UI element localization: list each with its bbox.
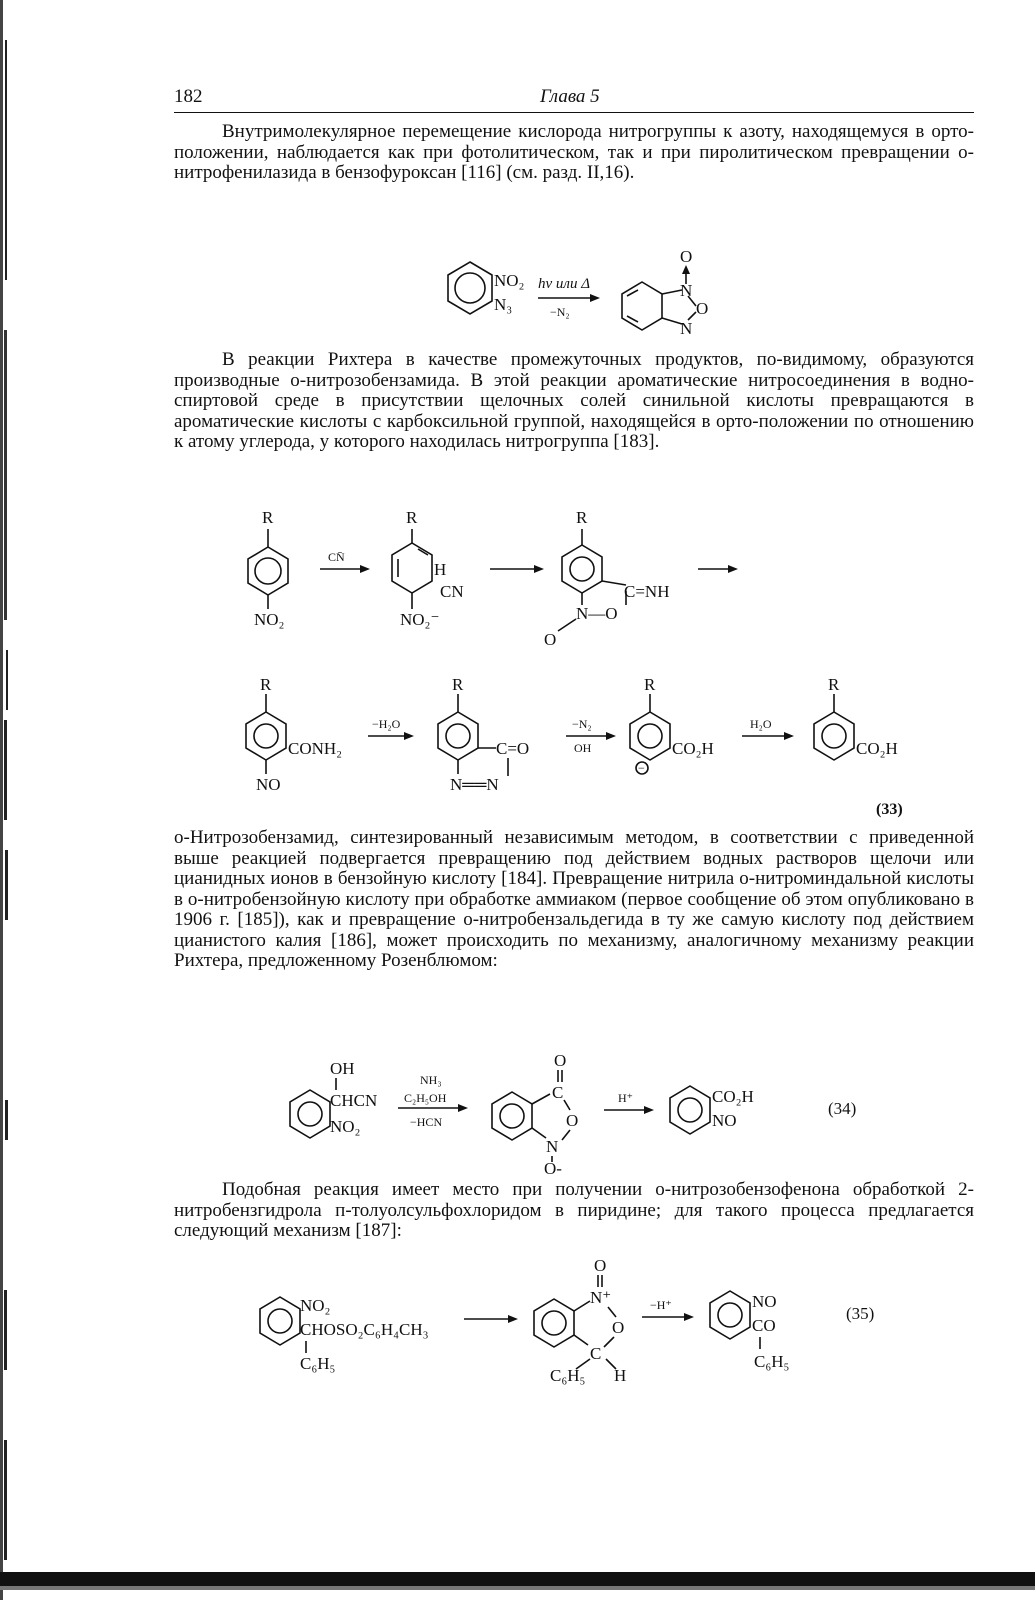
hydroxyl-label: OH bbox=[330, 1059, 355, 1078]
ring-oxygen: O bbox=[696, 299, 709, 318]
hydroxide-label: OH bbox=[574, 741, 592, 755]
ring-benzoic-acid bbox=[814, 712, 854, 760]
n-o-bridge: N—O bbox=[576, 604, 618, 623]
n-oxide-oxygen: O bbox=[680, 248, 693, 266]
ring-cyanohydrin bbox=[290, 1090, 330, 1138]
paragraph-1-text: Внутримолекулярное перемещение кислорода нитрогруппы к азоту, находящемуся в орто-положении, наблюдается как при фотолитическом, так и при пиролитическом превращении о-нитрофенилазида в бензофуроксан [116] (см. разд. II,16). bbox=[174, 121, 974, 183]
n-oxide-oxygen-2: O bbox=[594, 1256, 607, 1275]
carboxamide: CONH₂ bbox=[288, 739, 343, 758]
benzene-ring bbox=[448, 262, 492, 314]
ring-1 bbox=[248, 547, 288, 595]
hydrogen-label-2: H bbox=[614, 1366, 627, 1385]
cyanide-reagent: CN̄ bbox=[328, 550, 345, 564]
lactone-oxygen: O bbox=[554, 1051, 567, 1070]
r-substituent-4: R bbox=[260, 675, 272, 694]
azo-bridge: N══N bbox=[450, 775, 499, 794]
tosylate-chain: CHOSO₂C₆H₄CH₃ bbox=[300, 1320, 429, 1339]
ring-nitrosobenzoic bbox=[670, 1086, 710, 1134]
paragraph-4-text: Подобная реакция имеет место при получении о-нитрозобензофенона обработкой 2-нитробензгидрола п-толуолсульфохлоридом в пиридине; для такого процесса предлагается следующий механизм [187]: bbox=[174, 1179, 974, 1241]
dehydration-label: −H₂O bbox=[372, 717, 401, 731]
minus-n2-label: −N₂ bbox=[572, 717, 592, 731]
phenyl-3: C₆H₅ bbox=[754, 1352, 790, 1371]
ring-nitrogen-1: N bbox=[680, 281, 693, 300]
nitro-label: NO₂ bbox=[494, 271, 525, 290]
carboxyl-1: CO₂H bbox=[672, 739, 714, 758]
page-header bbox=[174, 86, 974, 110]
paragraph-4 bbox=[174, 1180, 974, 1242]
phenyl-1: C₆H₅ bbox=[300, 1354, 336, 1373]
condition-minus-n2: −N₂ bbox=[550, 305, 570, 319]
r-substituent-6: R bbox=[644, 675, 656, 694]
imino-carbon: C=NH bbox=[624, 582, 670, 601]
carbon-label-2: C bbox=[590, 1344, 602, 1363]
carboxyl-2: CO₂H bbox=[856, 739, 898, 758]
scheme-3 bbox=[232, 672, 912, 822]
carbon-label-1: C bbox=[552, 1083, 564, 1102]
nitroso-2: NO bbox=[712, 1111, 737, 1130]
ring-nitrogen-2: N bbox=[680, 319, 693, 338]
cyanohydrin-label: CHCN bbox=[330, 1091, 378, 1110]
ring-nitrobenzhydrol bbox=[260, 1297, 300, 1345]
carbanion-minus: − bbox=[638, 761, 645, 775]
equation-number-33: (33) bbox=[876, 801, 903, 818]
scheme-1 bbox=[430, 248, 730, 344]
equation-number-35: (35) bbox=[846, 1304, 875, 1323]
r-substituent-7: R bbox=[828, 675, 840, 694]
ring-aryl-anion bbox=[630, 712, 670, 760]
page-number: 182 bbox=[174, 86, 203, 107]
cyano-label: CN bbox=[440, 582, 464, 601]
scheme-5 bbox=[250, 1255, 900, 1385]
ammonia-reagent: NH₃ bbox=[420, 1073, 442, 1087]
nitro-1: NO₂ bbox=[254, 610, 285, 629]
r-substituent-1: R bbox=[262, 508, 274, 527]
nitroso-3: NO bbox=[752, 1292, 777, 1311]
carboxyl-3: CO₂H bbox=[712, 1087, 754, 1106]
condition-light-heat: hν или Δ bbox=[538, 276, 591, 292]
nitro-anion: NO₂⁻ bbox=[400, 610, 440, 629]
chapter-title: Глава 5 bbox=[540, 86, 600, 107]
ring-indazolone bbox=[438, 712, 478, 760]
scan-edge-left bbox=[0, 0, 16, 1600]
paragraph-1 bbox=[174, 122, 974, 184]
ring-nitrosobenzophenone bbox=[710, 1291, 750, 1339]
equation-number-34: (34) bbox=[828, 1099, 857, 1118]
scheme-2 bbox=[240, 505, 760, 650]
proton-label: H⁺ bbox=[618, 1091, 633, 1105]
nitrogen-label: N bbox=[546, 1137, 559, 1156]
keto-group: CO bbox=[752, 1316, 776, 1335]
ring-benzisoxazolium bbox=[534, 1299, 574, 1347]
r-substituent-3: R bbox=[576, 508, 588, 527]
ring-nitrosobenzamide bbox=[246, 712, 286, 760]
phenyl-2: C₆H₅ bbox=[550, 1366, 586, 1385]
ethanol-reagent: C₂H₅OH bbox=[404, 1091, 447, 1105]
paragraph-2 bbox=[174, 350, 974, 453]
scheme-4 bbox=[280, 1050, 900, 1175]
paragraph-3-text: о-Нитрозобензамид, синтезированный независимым методом, в соответствии с приведенной выше реакцией подвергается превращению под действием водных растворов щелочи или цианидных ионов в бензойную кислоту [184]. Превращение нитрила о-нитроминдальной кислоты в о-нитробензойную кислоту при обработке аммиаком (первое сообщение об этом опубликовано в 1906 г. [185]), как и превращение о-нитробензальдегида в ту же самую кислоту под действием цианистого калия [186], может происходить по механизму, аналогичному механизму реакции Рихтера, предложенному Розенблюмом: bbox=[174, 827, 974, 971]
carbonyl: C=O bbox=[496, 739, 530, 758]
arrow-head bbox=[590, 294, 600, 302]
n-oxide-anion: O bbox=[544, 630, 557, 649]
deprotonation-label: −H⁺ bbox=[650, 1298, 672, 1312]
nitro-3: NO₂ bbox=[300, 1296, 331, 1315]
paragraph-2-text: В реакции Рихтера в качестве промежуточных продуктов, по-видимому, образуются производные о-нитрозобензамида. В этой реакции ароматические нитросоединения в водно-спиртовой среде в присутствии щелочных солей синильной кислоты превращаются в ароматические кислоты с карбоксильной группой, находящейся в орто-положении по отношению к атому углерода, у которого находилась нитрогруппа [183]. bbox=[174, 349, 974, 452]
ring-benzisoxazolone bbox=[492, 1092, 532, 1140]
nitrogen-cation: N⁺ bbox=[590, 1288, 612, 1307]
scan-edge-bottom bbox=[0, 1556, 1035, 1600]
n-oxide-anion-2: O- bbox=[544, 1159, 562, 1175]
paragraph-3 bbox=[174, 828, 974, 972]
r-substituent-2: R bbox=[406, 508, 418, 527]
ring-oxygen-2: O bbox=[566, 1111, 579, 1130]
nitro-2: NO₂ bbox=[330, 1117, 361, 1136]
r-substituent-5: R bbox=[452, 675, 464, 694]
ring-3 bbox=[562, 545, 602, 593]
ring-oxygen-3: O bbox=[612, 1318, 625, 1337]
header-rule bbox=[174, 112, 974, 113]
azido-label: N₃ bbox=[494, 295, 513, 314]
water-label: H₂O bbox=[750, 717, 772, 731]
minus-hcn: −HCN bbox=[410, 1115, 443, 1129]
nitroso-group: NO bbox=[256, 775, 281, 794]
hydrogen-label: H bbox=[434, 560, 447, 579]
